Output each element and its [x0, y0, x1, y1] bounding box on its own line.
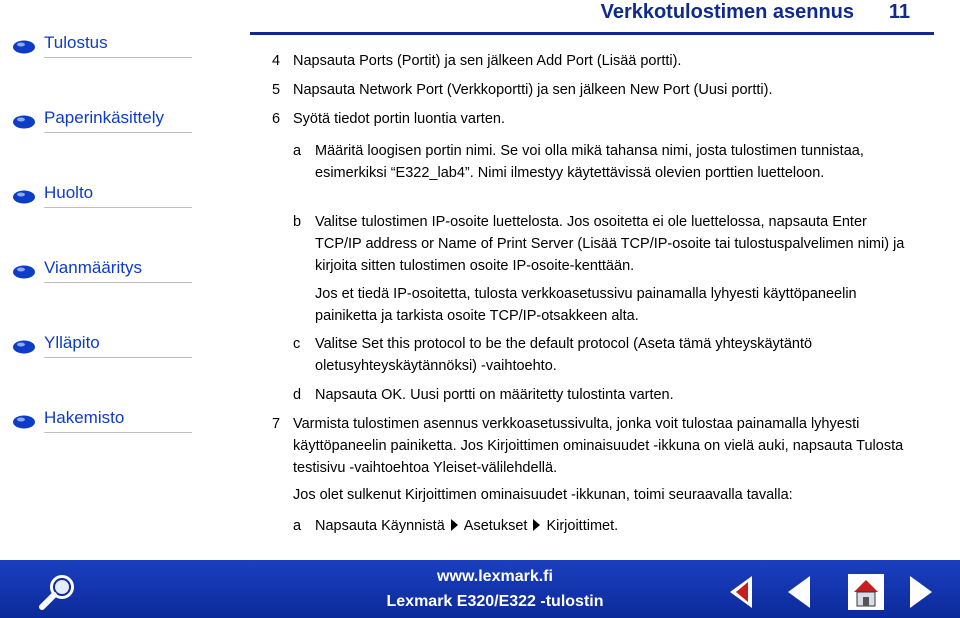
- back-icon[interactable]: [722, 572, 762, 612]
- sidebar-item-label: Hakemisto: [44, 408, 125, 427]
- step-number: 6: [272, 111, 281, 127]
- substep-letter: a: [293, 143, 302, 159]
- substep-text: Valitse tulostimen IP-osoite luettelosta. Jos osoitetta ei ole luettelossa, napsauta Enter TCP/IP address or Name of Print Server (Lisää TCP/IP-osoite tai tulostuspalvelimen nimi) ja kirjoita sitten tulostimen osoite IP-osoite-kenttään.: [315, 214, 905, 274]
- prev-page-icon[interactable]: [780, 572, 820, 612]
- step-text: Napsauta Network Port (Verkkoportti) ja sen jälkeen New Port (Uusi portti).: [293, 82, 773, 98]
- substep-letter: b: [293, 214, 302, 230]
- step-text: Varmista tulostimen asennus verkkoasetussivulta, jonka voit tulostaa painamalla lyhyesti käyttöpaneelin painiketta. Jos Kirjoittimen ominaisuudet -ikkuna on vielä auki, napsauta Tulosta testisivu -vaihtoehtoa Yleiset-välilehdellä.: [293, 416, 904, 476]
- substep-text: Valitse Set this protocol to be the default protocol (Aseta tämä yhteyskäytäntö oletusyhteyskäytännöksi) -vaihtoehto.: [315, 336, 813, 374]
- note-paragraph: Jos et tiedä IP-osoitetta, tulosta verkkoasetussivu painamalla lyhyesti käyttöpaneelin painiketta ja tarkista osoite TCP/IP-otsakkeen alta.: [315, 286, 857, 324]
- substep-letter: c: [293, 336, 301, 352]
- footer-url-link[interactable]: www.lexmark.fi: [437, 568, 553, 585]
- path-part: Asetukset: [463, 518, 528, 534]
- step-text: Syötä tiedot portin luontia varten.: [293, 111, 505, 127]
- sidebar-item-label: Vianmääritys: [44, 258, 142, 277]
- step-text: Napsauta Ports (Portit) ja sen jälkeen Add Port (Lisää portti).: [293, 53, 682, 69]
- page-number: 11: [888, 1, 910, 23]
- sidebar-item-label: Tulostus: [44, 33, 108, 52]
- next-page-icon[interactable]: [900, 572, 940, 612]
- sidebar-item-label: Paperinkäsittely: [44, 108, 165, 127]
- substep-text: Napsauta OK. Uusi portti on määritetty tulostinta varten.: [315, 387, 674, 403]
- arrow-right-icon: [451, 519, 458, 531]
- step-number: 4: [272, 53, 281, 69]
- path-part: Kirjoittimet.: [546, 518, 619, 534]
- step-number: 5: [272, 82, 281, 98]
- note-paragraph: Jos olet sulkenut Kirjoittimen ominaisuudet -ikkunan, toimi seuraavalla tavalla:: [293, 487, 793, 503]
- page-title: Verkkotulostimen asennus: [600, 1, 854, 23]
- home-icon[interactable]: [846, 572, 886, 612]
- sidebar-item-label: Huolto: [44, 183, 94, 202]
- search-icon[interactable]: [38, 572, 78, 612]
- path-part: Napsauta Käynnistä: [315, 518, 445, 534]
- substep-text: [315, 515, 905, 537]
- substep-text: Määritä loogisen portin nimi. Se voi olla mikä tahansa nimi, josta tulostimen tunnistaa, esimerkiksi “E322_lab4”. Nimi ilmestyy käytettävissä olevien porttien luetteloon.: [315, 143, 864, 181]
- substep-letter: d: [293, 387, 302, 403]
- step-number: 7: [272, 416, 281, 432]
- footer-product-name: Lexmark E320/E322 -tulostin: [386, 593, 604, 610]
- sidebar-item-label: Ylläpito: [44, 333, 100, 352]
- substep-letter: a: [293, 518, 302, 534]
- arrow-right-icon: [533, 519, 540, 531]
